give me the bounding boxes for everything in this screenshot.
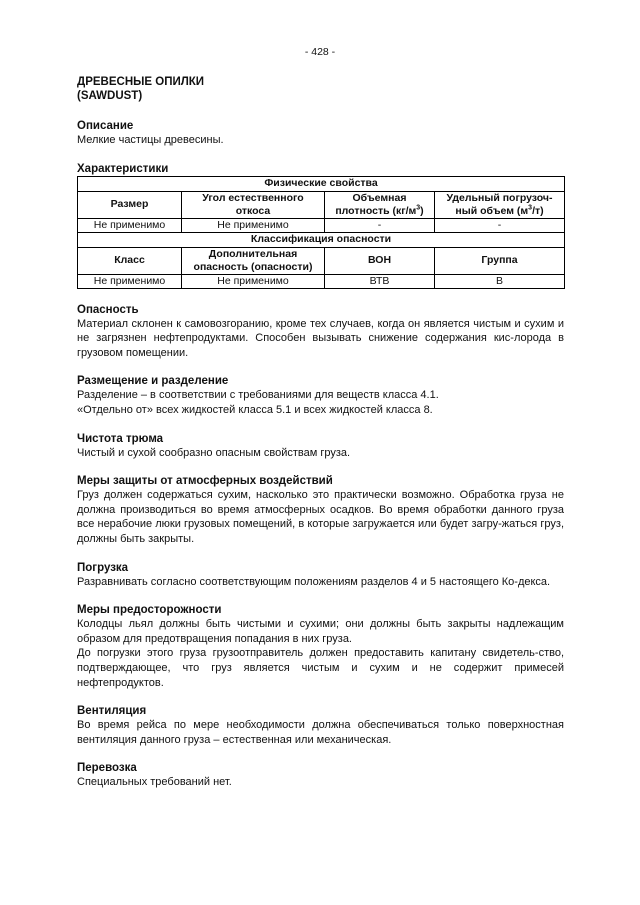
ventilation-heading: Вентиляция — [77, 705, 147, 718]
size-header: Размер — [78, 191, 182, 218]
mhb-value: ВТВ — [325, 274, 435, 288]
bulk-density-header: Объемная плотность $(кг/м^3)$ — [325, 191, 435, 218]
class-header: Класс — [78, 247, 182, 274]
cargo-title: ДРЕВЕСНЫЕ ОПИЛКИ — [77, 76, 205, 88]
subsidiary-hazard-value: Не применимо — [182, 274, 325, 288]
size-value: Не применимо — [78, 218, 182, 232]
hazard-heading: Опасность — [77, 303, 139, 316]
hold-cleanliness-text: Чистый и сухой сообразно опасным свойствам груза. — [77, 446, 351, 459]
stowage-segregation-heading: Размещение и разделение — [77, 375, 229, 388]
precautions-text-2: До погрузки этого груза грузоотправитель должен предоставить капитану свидетель-ство, подтверждающее, что груз является чистым и сухим и не содержит примесей нефтепродуктов. — [77, 647, 564, 689]
carriage-section — [77, 761, 564, 790]
hold-cleanliness-heading: Чистота трюма — [77, 432, 164, 445]
description-section — [77, 119, 564, 148]
precautions-text-1: Колодцы льял должны быть чистыми и сухими; они должны быть закрыты надлежащим образом для предотвращения попадания в них груза. — [77, 618, 564, 645]
bulk-density-value: - — [325, 218, 435, 232]
hazard-text: Материал склонен к самовозгоранию, кроме тех случаев, когда он является чистым и сухим и не загрязнен нефтепродуктами. Способен вызывать снижение содержания кис-лорода в грузовом помещении. — [77, 317, 564, 359]
hazard-section — [77, 303, 564, 361]
description-text: Мелкие частицы древесины. — [77, 134, 224, 146]
precautions-section — [77, 603, 564, 690]
mhb-header: ВОН — [325, 247, 435, 274]
stowage-segregation-text-1: Разделение – в соответствии с требованиями для веществ класса 4.1. — [77, 389, 439, 402]
carriage-text: Специальных требований нет. — [77, 776, 232, 789]
characteristics-heading: Характеристики — [77, 162, 169, 175]
stowage-factor-header: Удельный погрузоч- ный объем $(м^3/т)$ — [435, 191, 565, 218]
carriage-heading: Перевозка — [77, 762, 137, 775]
precautions-heading: Меры предосторожности — [77, 604, 222, 617]
angle-of-repose-header: Угол естественного откоса — [182, 191, 325, 218]
hold-cleanliness-section — [77, 432, 564, 461]
loading-section — [77, 561, 564, 590]
page-number: - 428 - — [304, 46, 336, 58]
class-value: Не применимо — [78, 274, 182, 288]
angle-of-repose-value: Не применимо — [182, 218, 325, 232]
subsidiary-hazard-header: Дополнительная опасность (опасности) — [182, 247, 325, 274]
document-body — [77, 75, 564, 804]
loading-heading: Погрузка — [77, 561, 129, 574]
cargo-title-english: (SAWDUST) — [77, 90, 143, 102]
ventilation-text: Во время рейса по мере необходимости должна обеспечиваться только поверхностная вентиляция данного груза – естественная или механическая. — [77, 719, 564, 746]
group-header: Группа — [435, 247, 565, 274]
weather-precautions-heading: Меры защиты от атмосферных воздействий — [77, 475, 333, 488]
stowage-segregation-section — [77, 374, 564, 417]
physical-properties-header: Физические свойства — [78, 176, 565, 191]
stowage-factor-value: - — [435, 218, 565, 232]
description-heading: Описание — [77, 120, 134, 132]
stowage-segregation-text-2: «Отдельно от» всех жидкостей класса 5.1 и всех жидкостей класса 8. — [77, 403, 433, 416]
weather-precautions-section — [77, 474, 564, 546]
ventilation-section — [77, 704, 564, 747]
loading-text: Разравнивать согласно соответствующим положениям разделов 4 и 5 настоящего Ко-декса. — [77, 575, 551, 588]
hazard-classification-header: Классификация опасности — [78, 232, 565, 247]
characteristics-table — [77, 176, 565, 289]
weather-precautions-text: Груз должен содержаться сухим, насколько это практически возможно. Обработка груза не должна производиться во время атмосферных осадков. Во время обработки данного груза все нерабочие люки грузовых помещений, в которые загружается или будет загру-жаться груз, должны быть закрыты. — [77, 489, 564, 545]
group-value: В — [435, 274, 565, 288]
